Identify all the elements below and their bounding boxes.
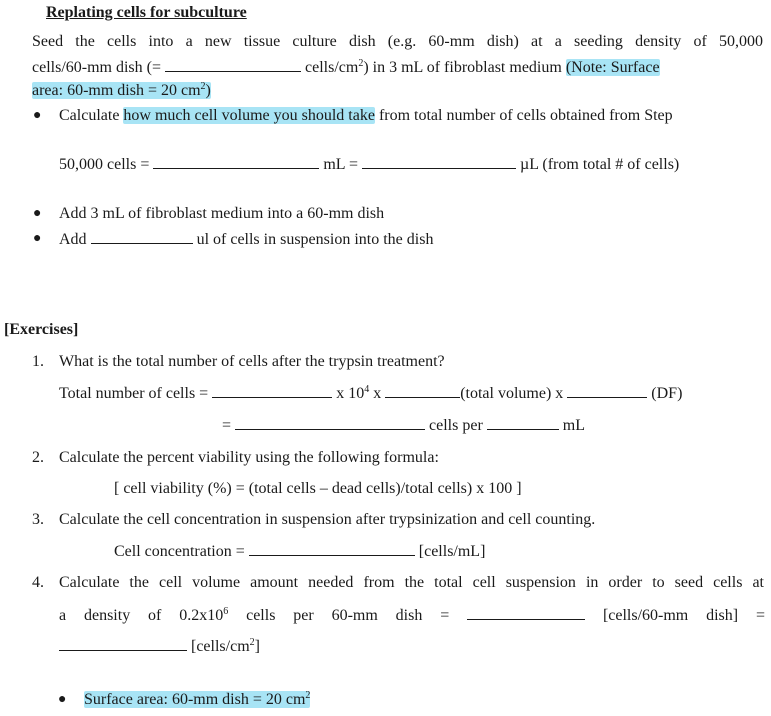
text-span: =: [440, 607, 450, 624]
blank-cells-per-dish[interactable]: [467, 605, 585, 620]
text-span: dish: [395, 607, 423, 624]
text-span: mL: [558, 417, 585, 434]
superscript: 2: [358, 58, 364, 69]
section-title: Replating cells for subculture: [46, 4, 247, 21]
text-span: =: [755, 607, 765, 624]
text-span: ): [205, 82, 211, 99]
surface-area-note: [84, 690, 310, 710]
bullet-icon: ●: [58, 692, 67, 707]
question-1: What is the total number of cells after the trypsin treatment?: [59, 353, 445, 370]
text-span: mL =: [319, 156, 362, 173]
blank-cells-per-cm2[interactable]: [165, 57, 301, 72]
text-span: from total number of cells obtained from Step: [374, 107, 673, 124]
paragraph-line-1: Seed the cells into a new tissue culture dish (e.g. 60-mm dish) at a seeding density of 50,000: [32, 33, 763, 50]
text-span: Add: [59, 231, 91, 248]
superscript: 2: [200, 81, 206, 92]
text-span: 50,000 cells =: [59, 156, 154, 173]
text-span: cells: [246, 607, 276, 624]
text-span: cells per: [425, 417, 487, 434]
text-span: a: [59, 607, 67, 624]
bullet-icon: ●: [33, 108, 42, 123]
blank-ul[interactable]: [362, 154, 516, 169]
text-span: x: [369, 385, 386, 402]
blank-ml[interactable]: [153, 154, 319, 169]
text-span: Calculate: [59, 107, 124, 124]
question-number-1: 1.: [32, 353, 44, 370]
text-span: (DF): [647, 385, 683, 402]
exercises-heading: [Exercises]: [4, 321, 79, 338]
question-4-line-2: [59, 605, 765, 626]
question-number-4: 4.: [32, 574, 44, 591]
blank-cell-concentration[interactable]: [249, 541, 415, 556]
question-3: Calculate the cell concentration in suspension after trypsinization and cell counting.: [59, 511, 596, 528]
highlighted-note: [84, 691, 310, 708]
text-span: µL (from total # of cells): [516, 156, 680, 173]
text-span: ]: [254, 638, 260, 655]
text-span: cells/cm: [301, 59, 359, 76]
text-span: [cells/mL]: [414, 543, 486, 560]
paragraph-line-3: [32, 81, 211, 101]
paragraph-line-2: [32, 57, 660, 78]
text-span: 60-mm: [331, 607, 378, 624]
bullet-item-add-cells: [59, 229, 433, 250]
blank-cells-result[interactable]: [235, 415, 425, 430]
text-span: density: [83, 607, 131, 624]
text-span: (total volume) x: [460, 385, 568, 402]
q3-formula-line: [114, 541, 485, 562]
bullet-item-add-medium: Add 3 mL of fibroblast medium into a 60-mm dish: [59, 205, 385, 222]
text-span: Cell concentration =: [114, 543, 249, 560]
question-4-line-1: Calculate the cell volume amount needed from the total cell suspension in order to seed cells at: [59, 574, 764, 591]
bullet-icon: ●: [33, 206, 42, 221]
text-span: =: [222, 417, 236, 434]
blank-cell-count[interactable]: [212, 383, 332, 398]
blank-df[interactable]: [567, 383, 647, 398]
text-span: [179, 606, 228, 626]
text-span: x 10: [332, 385, 365, 402]
text-span: ) in 3 mL of fibroblast medium: [363, 59, 566, 76]
superscript: 2: [249, 637, 255, 648]
blank-ul-cells[interactable]: [91, 229, 193, 244]
text-span: 0.2x10: [179, 607, 224, 624]
superscript: 4: [364, 384, 370, 395]
text-span: Total number of cells =: [59, 385, 213, 402]
text-span: ul of cells in suspension into the dish: [192, 231, 434, 248]
text-span: cells/60-mm dish (=: [32, 59, 166, 76]
blank-ml-result[interactable]: [487, 415, 559, 430]
question-2: Calculate the percent viability using the following formula:: [59, 449, 439, 466]
text-span: [cells/60-mm: [602, 607, 689, 624]
question-4-line-3: [59, 636, 260, 657]
blank-total-volume[interactable]: [385, 383, 460, 398]
superscript: 2: [305, 690, 311, 701]
text-span: Surface area: 60-mm dish = 20 cm: [84, 691, 306, 708]
q1-formula-line: [59, 383, 682, 404]
text-span: dish]: [706, 607, 739, 624]
text-span: [cells/cm: [187, 638, 250, 655]
calc-line: [59, 154, 679, 175]
highlighted-note: (Note: Surface: [565, 59, 660, 76]
highlighted-note-cont: [32, 82, 211, 99]
highlighted-text: how much cell volume you should take: [123, 107, 375, 124]
text-span: area: 60-mm dish = 20 cm: [32, 82, 201, 99]
text-span: per: [293, 607, 314, 624]
question-number-2: 2.: [32, 449, 44, 466]
viability-formula: [ cell viability (%) = (total cells – dead cells)/total cells) x 100 ]: [114, 480, 522, 497]
bullet-icon: ●: [33, 231, 42, 246]
superscript: 6: [223, 606, 229, 617]
question-number-3: 3.: [32, 511, 44, 528]
bullet-item-calc: [59, 106, 673, 126]
blank-cells-per-cm2-answer[interactable]: [59, 636, 187, 651]
q1-result-line: [222, 415, 585, 436]
text-span: of: [148, 607, 162, 624]
